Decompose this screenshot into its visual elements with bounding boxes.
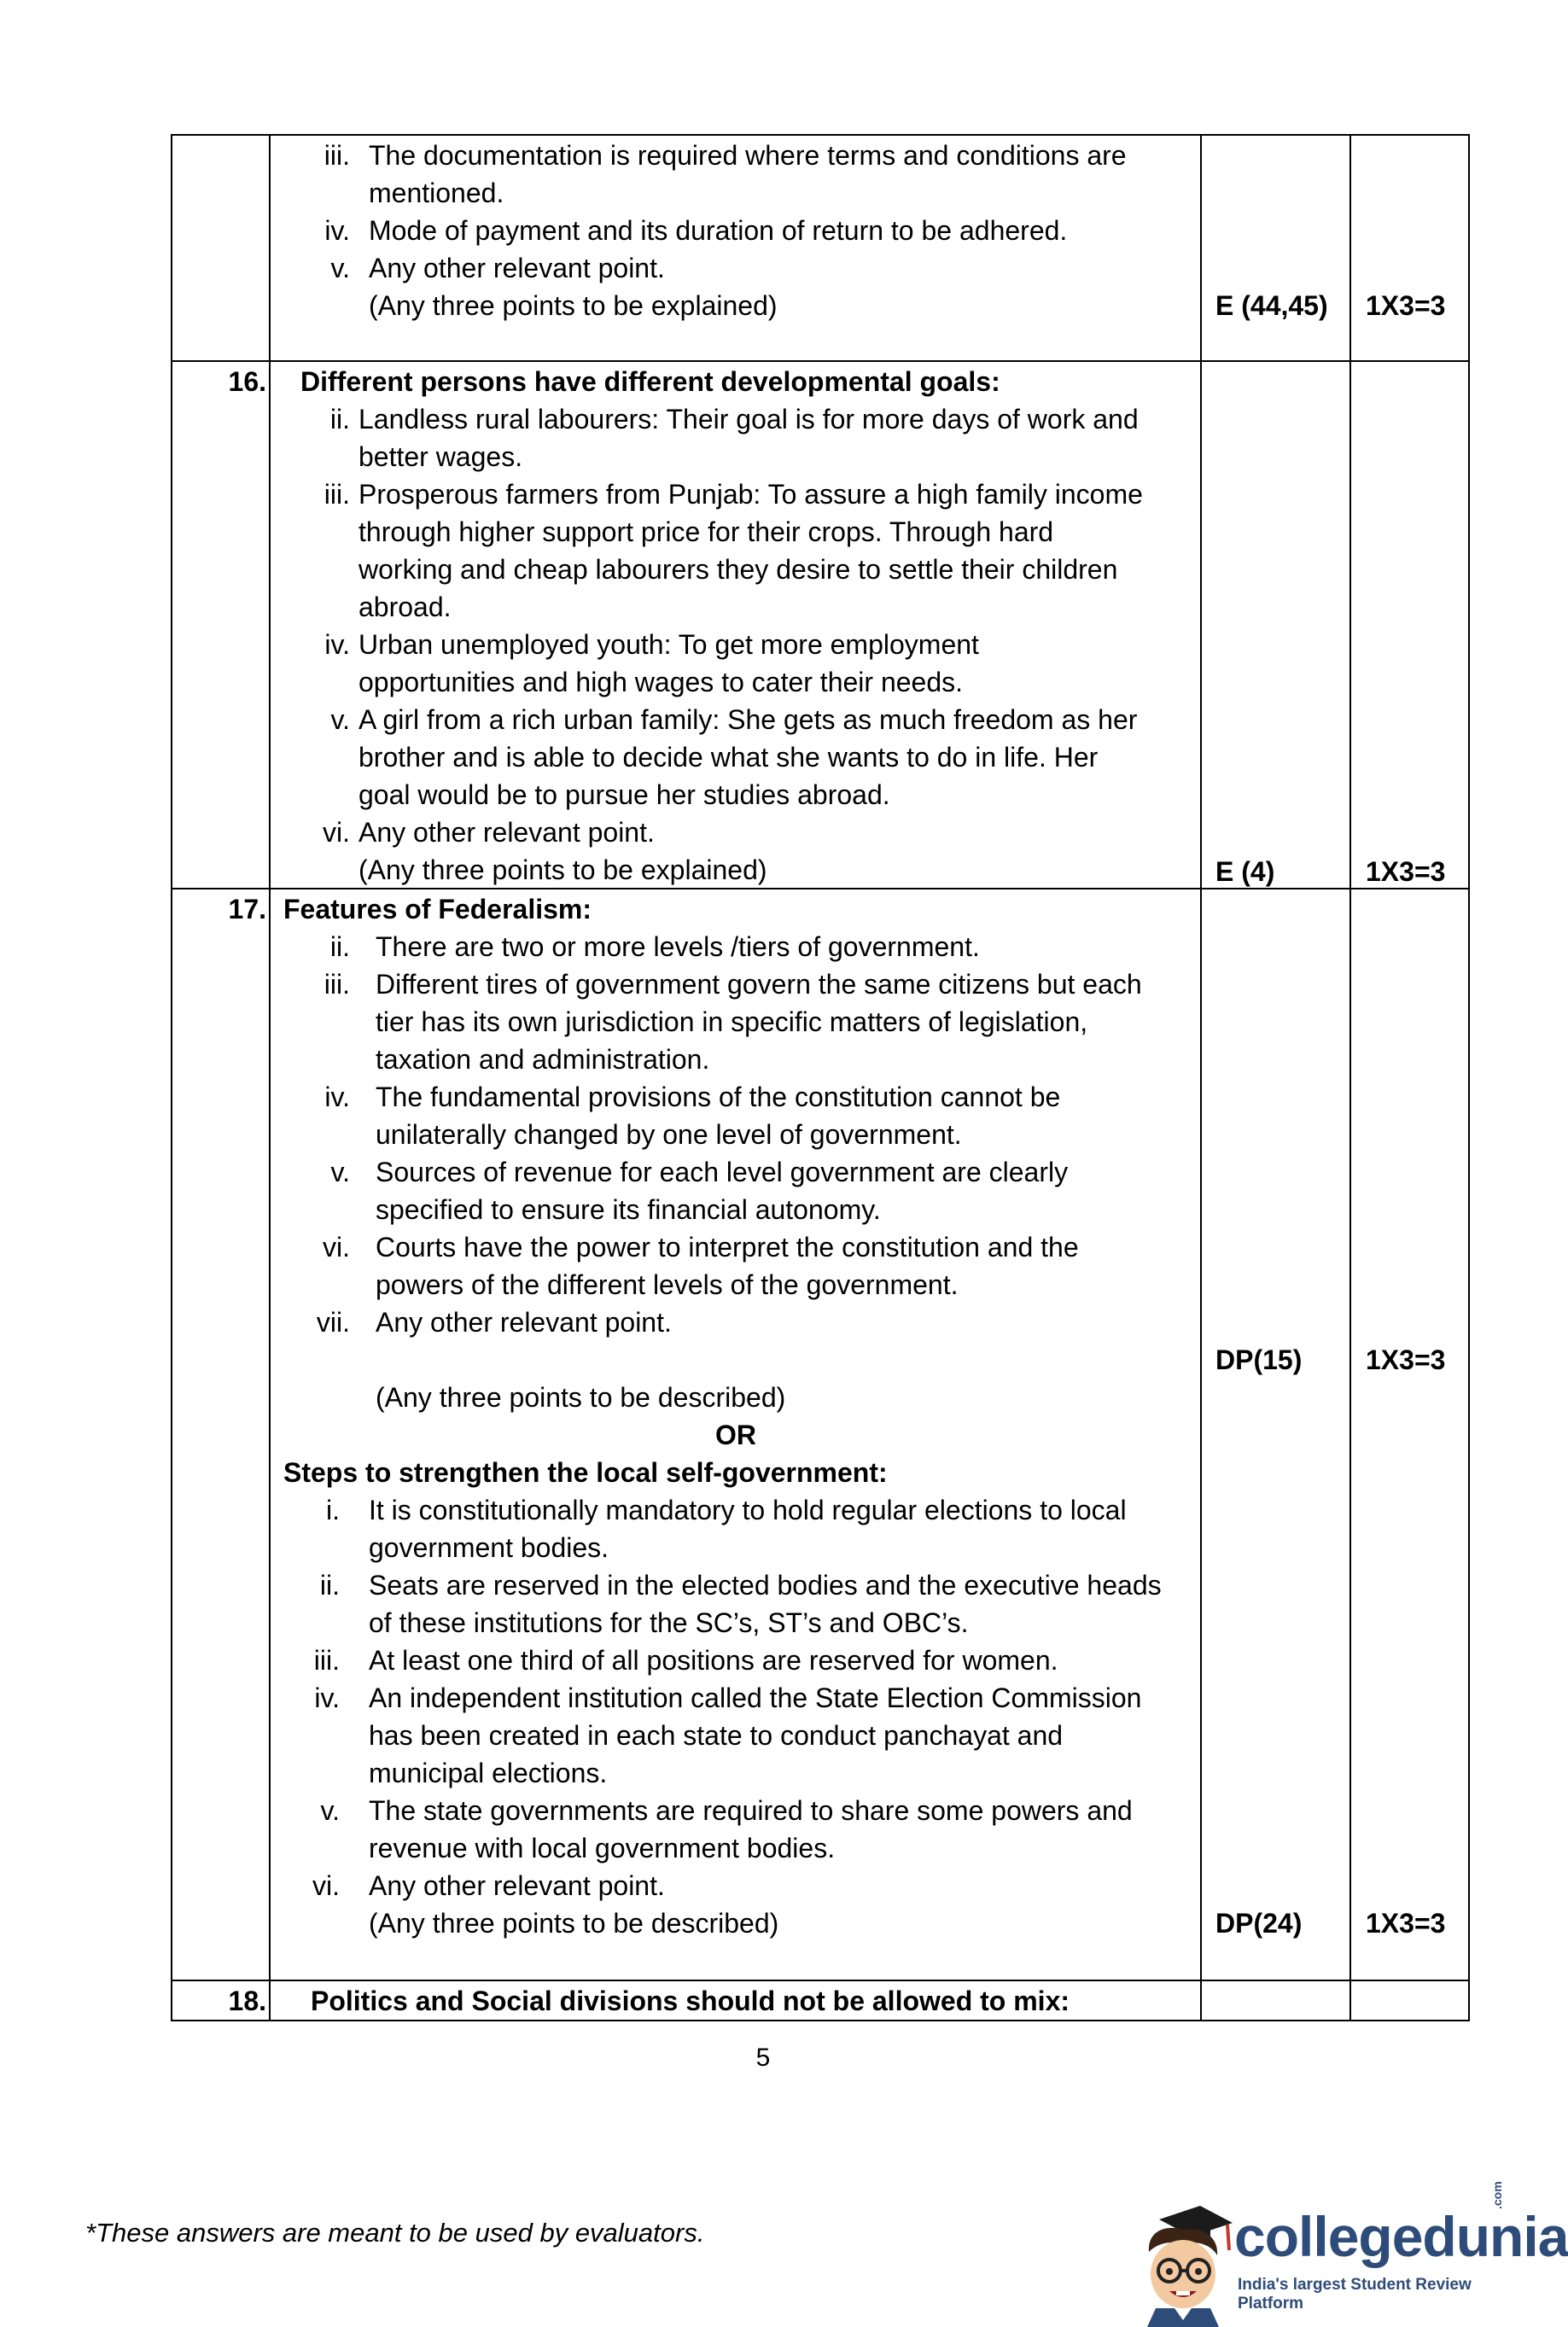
evaluator-disclaimer: *These answers are meant to be used by evaluators.: [85, 2218, 705, 2248]
marks-allotted-alternative: 1X3=3: [1366, 1908, 1446, 1939]
list-marker: iv.: [324, 215, 350, 246]
list-item-text: brother and is able to decide what she wants to do in life. Her: [358, 742, 1099, 773]
table-divider-code: [1200, 134, 1202, 2021]
list-marker: ii.: [329, 931, 350, 962]
list-marker: vii.: [316, 1307, 350, 1338]
row-divider-18: [171, 1980, 1470, 1981]
list-item-text: Any other relevant point.: [369, 1870, 665, 1901]
list-item-text: powers of the different levels of the government.: [376, 1269, 959, 1300]
list-item-text: At least one third of all positions are reserved for women.: [369, 1645, 1058, 1676]
list-item-text: Mode of payment and its duration of return to be adhered.: [369, 215, 1068, 246]
list-item-text: tier has its own jurisdiction in specific matters of legislation,: [376, 1006, 1088, 1037]
list-item-text: (Any three points to be explained): [358, 854, 767, 885]
list-marker: i.: [326, 1495, 340, 1525]
list-item-text: taxation and administration.: [376, 1044, 710, 1075]
list-item-text: Urban unemployed youth: To get more employment: [358, 629, 979, 660]
list-item-text: Any other relevant point.: [376, 1307, 672, 1338]
list-item-text: specified to ensure its financial autonomy.: [376, 1194, 881, 1225]
list-marker: iv.: [324, 629, 350, 660]
list-item-text: unilaterally changed by one level of government.: [376, 1119, 962, 1150]
question-number: 16.: [228, 366, 266, 397]
list-item-text: There are two or more levels /tiers of government.: [376, 931, 980, 962]
logo-domain-suffix: .com: [1490, 2181, 1504, 2209]
marks-allotted: 1X3=3: [1366, 1344, 1446, 1375]
list-item-text: municipal elections.: [369, 1758, 608, 1788]
list-item-text: government bodies.: [369, 1532, 609, 1563]
list-marker: iii.: [324, 140, 350, 171]
list-item-text: mentioned.: [369, 178, 504, 208]
unit-reference: DP(15): [1215, 1344, 1303, 1375]
question-heading: Politics and Social divisions should not be allowed to mix:: [311, 1986, 1070, 2016]
list-item-text: Seats are reserved in the elected bodies and the executive heads: [369, 1570, 1162, 1601]
list-marker: ii.: [329, 404, 350, 434]
list-marker: iii.: [324, 969, 350, 1000]
graduate-cartoon-icon: [1134, 2201, 1234, 2327]
list-item-text: through higher support price for their crops. Through hard: [358, 516, 1054, 547]
list-marker: vi.: [312, 1870, 340, 1901]
list-marker: iii.: [324, 479, 350, 510]
list-marker: vi.: [323, 1232, 350, 1263]
list-item-text: better wages.: [358, 441, 523, 472]
list-marker: v.: [330, 704, 350, 735]
list-marker: iii.: [313, 1645, 340, 1676]
list-item-text: Any other relevant point.: [358, 817, 655, 848]
list-item-text: revenue with local government bodies.: [369, 1833, 836, 1863]
table-border-right: [1468, 134, 1470, 2021]
list-item-text: A girl from a rich urban family: She gets as much freedom as her: [358, 704, 1138, 735]
table-border-top: [171, 134, 1470, 136]
row-divider-16: [171, 360, 1470, 362]
list-marker: ii.: [319, 1570, 340, 1601]
question-number: 17.: [228, 894, 266, 924]
marks-allotted: 1X3=3: [1366, 856, 1446, 887]
list-item-text: Different tires of government govern the same citizens but each: [376, 969, 1142, 1000]
list-item-text: Landless rural labourers: Their goal is for more days of work and: [358, 404, 1139, 434]
list-item-text: has been created in each state to conduct panchayat and: [369, 1720, 1064, 1751]
list-item-text: Prosperous farmers from Punjab: To assure a high family income: [358, 479, 1143, 510]
list-item-text: Any other relevant point.: [369, 253, 665, 283]
list-marker: v.: [330, 1157, 350, 1187]
list-item-text: The fundamental provisions of the constitution cannot be: [376, 1082, 1061, 1112]
question-number: 18.: [228, 1986, 266, 2016]
collegedunia-logo: [1134, 2181, 1568, 2327]
list-marker: v.: [320, 1795, 340, 1826]
table-divider-number: [269, 134, 271, 2021]
list-item-text: working and cheap labourers they desire to settle their children: [358, 554, 1118, 585]
list-item-text: An independent institution called the State Election Commission: [369, 1683, 1142, 1713]
list-item-text: It is constitutionally mandatory to hold regular elections to local: [369, 1495, 1127, 1525]
page-number: 5: [755, 2044, 771, 2072]
list-item-text: (Any three points to be described): [376, 1382, 786, 1413]
list-item-text: (Any three points to be described): [369, 1908, 779, 1939]
question-heading-alternative: Steps to strengthen the local self-government:: [283, 1457, 888, 1488]
unit-reference: E (44,45): [1215, 290, 1328, 321]
list-marker: v.: [330, 253, 350, 283]
marks-allotted: 1X3=3: [1366, 290, 1446, 321]
list-marker: vi.: [323, 817, 350, 848]
list-item-text: The documentation is required where terms and conditions are: [369, 140, 1127, 171]
list-marker: iv.: [324, 1082, 350, 1112]
list-item-text: Courts have the power to interpret the constitution and the: [376, 1232, 1079, 1263]
list-item-text: The state governments are required to share some powers and: [369, 1795, 1133, 1826]
table-border-left: [171, 134, 172, 2021]
list-item-text: abroad.: [358, 592, 452, 622]
logo-wordmark: collegedunia: [1234, 2205, 1568, 2268]
list-item-text: of these institutions for the SC’s, ST’s and OBC’s.: [369, 1607, 969, 1638]
logo-tagline: India's largest Student Review Platform: [1238, 2276, 1472, 2312]
or-separator: OR: [715, 1420, 756, 1450]
unit-reference-alternative: DP(24): [1215, 1908, 1303, 1939]
list-item-text: goal would be to pursue her studies abroad.: [358, 779, 890, 810]
list-marker: iv.: [314, 1683, 340, 1713]
list-item-text: opportunities and high wages to cater their needs.: [358, 667, 964, 697]
list-item-text: Sources of revenue for each level government are clearly: [376, 1157, 1069, 1187]
question-heading: Different persons have different developmental goals:: [300, 366, 1000, 397]
list-item-text: (Any three points to be explained): [369, 290, 778, 321]
table-border-bottom: [171, 2020, 1470, 2021]
unit-reference: E (4): [1215, 856, 1275, 887]
table-divider-marks: [1349, 134, 1351, 2021]
question-heading: Features of Federalism:: [283, 894, 592, 924]
